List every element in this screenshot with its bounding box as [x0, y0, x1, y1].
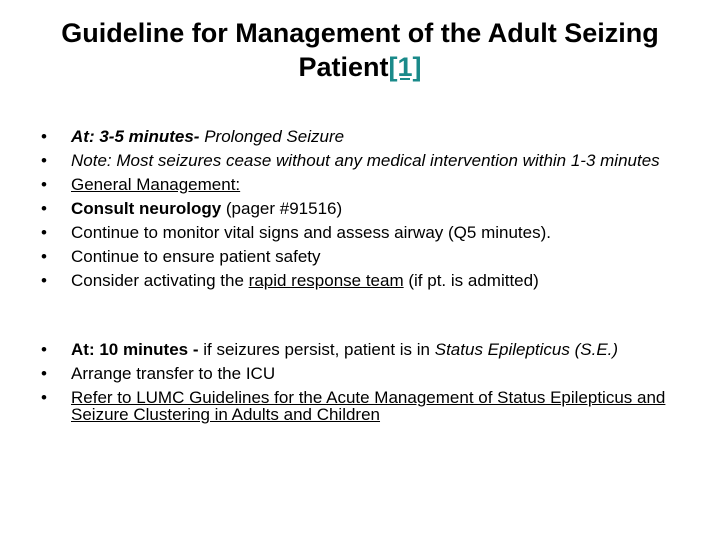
bullet-item-patient-safety — [0, 248, 720, 265]
bullet-dot: • — [41, 151, 47, 170]
bullet-list-early — [0, 128, 720, 296]
general-management-link[interactable]: General Management: — [71, 175, 241, 194]
timing-description: if seizures persist, patient is in — [198, 340, 435, 359]
bullet-item-timing-3-5 — [0, 128, 720, 145]
bullet-item-note — [0, 152, 720, 169]
bullet-dot: • — [41, 388, 47, 407]
bullet-dot: • — [41, 223, 47, 242]
title-text: Guideline for Management of the Adult Seizing Patient — [61, 18, 659, 82]
bullet-dot: • — [41, 175, 47, 194]
icu-transfer-text: Arrange transfer to the ICU — [71, 364, 276, 383]
bullet-dot: • — [41, 199, 47, 218]
bullet-item-lumc-guidelines — [0, 389, 720, 423]
bullet-dot: • — [41, 127, 47, 146]
bullet-dot: • — [41, 247, 47, 266]
bullet-item-general-management — [0, 176, 720, 193]
bullet-list-late — [0, 341, 720, 430]
bullet-item-rapid-response — [0, 272, 720, 289]
status-epilepticus-term: Status Epilepticus (S.E.) — [434, 340, 619, 359]
patient-safety-text: Continue to ensure patient safety — [71, 247, 321, 266]
bullet-item-consult-neurology — [0, 200, 720, 217]
bullet-dot: • — [41, 364, 47, 383]
rapid-response-team-link[interactable]: rapid response team — [248, 271, 404, 290]
rapid-response-prefix: Consider activating the — [71, 271, 249, 290]
timing-label: At: 3-5 minutes- — [71, 127, 200, 146]
lumc-guidelines-link[interactable]: Refer to LUMC Guidelines for the Acute Management of Status Epilepticus and Seizure Clustering in Adults and Children — [71, 388, 666, 424]
bullet-item-icu-transfer — [0, 365, 720, 382]
title-reference-link[interactable]: [1] — [388, 52, 422, 82]
bullet-dot: • — [41, 271, 47, 290]
timing-label: At: 10 minutes - — [71, 340, 199, 359]
note-text: Note: Most seizures cease without any medical intervention within 1-3 minutes — [71, 151, 660, 170]
monitor-vitals-text: Continue to monitor vital signs and assess airway (Q5 minutes). — [71, 223, 551, 242]
slide-title — [30, 16, 690, 84]
consult-neurology-label: Consult neurology — [71, 199, 222, 218]
bullet-item-monitor-vitals — [0, 224, 720, 241]
pager-number: (pager #91516) — [221, 199, 343, 218]
bullet-dot: • — [41, 340, 47, 359]
rapid-response-suffix: (if pt. is admitted) — [403, 271, 539, 290]
timing-description: Prolonged Seizure — [199, 127, 345, 146]
bullet-item-timing-10 — [0, 341, 720, 358]
